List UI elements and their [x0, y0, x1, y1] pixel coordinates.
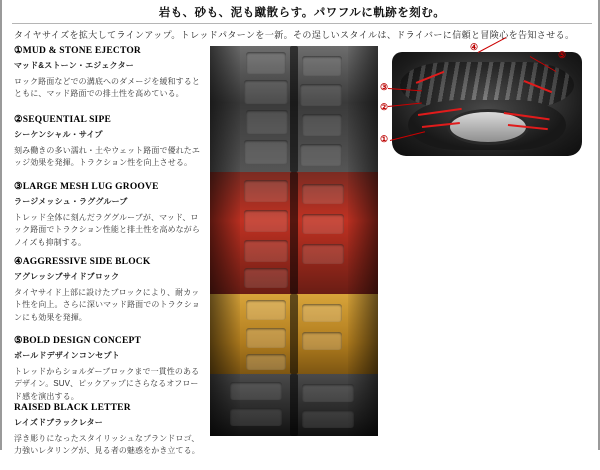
feature-title-jp: レイズドブラックレター: [14, 417, 103, 427]
feature-title-en: ⑤BOLD DESIGN CONCEPT: [14, 336, 142, 346]
feature-item: [14, 257, 206, 329]
page-headline: 岩も、砂も、泥も蹴散らす。パワフルに軌跡を刻む。: [158, 7, 446, 19]
tread-lug: [244, 140, 288, 164]
callout-4: ④: [470, 42, 479, 52]
tread-lug: [300, 84, 342, 106]
feature-item: [14, 182, 206, 250]
feature-item: [14, 336, 206, 401]
feature-description: 刻み働きの多い濡れ・土やウェット路面で優れたエッジ効果を発揮。トラクション性を向上させる。: [14, 145, 200, 168]
tire-photo: [392, 52, 582, 156]
feature-title-jp: マッド&ストーン・エジェクター: [14, 60, 134, 70]
feature-item: [14, 46, 206, 108]
tread-lug: [302, 56, 342, 76]
callout-2: ②: [380, 102, 389, 112]
tread-lug: [246, 110, 288, 134]
tread-segment-tan: [210, 294, 378, 374]
tread-lug: [246, 52, 286, 74]
feature-description: ロック路面などでの溝底へのダメージを緩和するとともに、マッド路面での排土性を高めている。: [14, 76, 200, 99]
tread-lug: [244, 210, 288, 232]
tread-center-groove: [290, 172, 298, 294]
feature-description: トレッド全体に刻んだラググルーブが、マッド、ロック路面でトラクション性能と排土性を高めながらノイズも抑制する。: [14, 212, 200, 247]
tread-lug: [300, 144, 342, 166]
callout-1: ①: [380, 134, 389, 144]
tread-shoulder-left: [210, 294, 240, 374]
feature-item: [14, 115, 206, 175]
tread-segment-red: [210, 172, 378, 294]
feature-title-jp: アグレッシブサイドブロック: [14, 271, 120, 281]
callout-5: ⑤: [558, 50, 567, 60]
tire-photo-panel: [382, 44, 588, 164]
tread-lug: [244, 268, 288, 288]
tread-lug: [246, 354, 286, 370]
tread-segment-dark: [210, 374, 378, 436]
tread-lug: [246, 300, 286, 320]
tread-shoulder-right: [348, 46, 378, 172]
tread-center-groove: [290, 294, 298, 374]
feature-title-en: ②SEQUENTIAL SIPE: [14, 115, 111, 125]
tread-lug: [244, 180, 288, 202]
feature-title-en: ③LARGE MESH LUG GROOVE: [14, 182, 159, 192]
tread-lug: [230, 408, 282, 426]
tread-shoulder-left: [210, 46, 240, 172]
tread-shoulder-right: [348, 172, 378, 294]
tread-pattern-image: [210, 46, 378, 436]
tread-lug: [302, 114, 342, 136]
tread-shoulder-left: [210, 172, 240, 294]
feature-title-en: ①MUD & STONE EJECTOR: [14, 46, 141, 56]
feature-list: [14, 46, 206, 470]
callout-3: ③: [380, 82, 389, 92]
feature-title-en: ④AGGRESSIVE SIDE BLOCK: [14, 257, 151, 267]
feature-title-jp: シーケンシャル・サイプ: [14, 129, 103, 139]
tread-lug: [302, 332, 342, 350]
page-subheadline: タイヤサイズを拡大してラインアップ。トレッドパターンを一新。その逞しいスタイルは、ドライバーに信頼と冒険心を告知させる。: [14, 30, 575, 40]
tread-center-groove: [290, 46, 298, 172]
feature-description: タイヤサイド上部に設けたブロックにより、耐カット性を向上。さらに深いマッド路面でのトラクションにも効果を発揮。: [14, 287, 200, 322]
tread-lug: [302, 184, 344, 204]
feature-item: [14, 403, 206, 463]
header-divider: [12, 23, 592, 24]
tire-rim: [450, 112, 526, 142]
feature-description: トレッドからショルダーブロックまで一貫性のあるデザイン。SUV、ピックアップにさらなるオフロード感を演出する。: [14, 366, 200, 401]
feature-description: 浮き彫りになったスタイリッシュなブランドロゴ、力強いレタリングが、見る者の魅惑をかき立てる。: [14, 433, 200, 456]
tread-lug: [230, 382, 282, 400]
feature-title-en: RAISED BLACK LETTER: [14, 403, 131, 413]
tread-center-groove: [290, 374, 298, 436]
tread-segment-gray: [210, 46, 378, 172]
tread-lug: [302, 384, 354, 402]
tread-lug: [302, 214, 344, 234]
tread-lug: [244, 240, 288, 262]
tread-lug: [302, 410, 354, 428]
tread-shoulder-right: [348, 294, 378, 374]
feature-title-jp: ボールドデザインコンセプト: [14, 350, 120, 360]
tread-lug: [244, 80, 288, 104]
feature-title-jp: ラージメッシュ・ラググルーブ: [14, 196, 128, 206]
tread-lug: [302, 304, 342, 322]
tread-lug: [302, 244, 344, 264]
tread-lug: [246, 328, 286, 348]
